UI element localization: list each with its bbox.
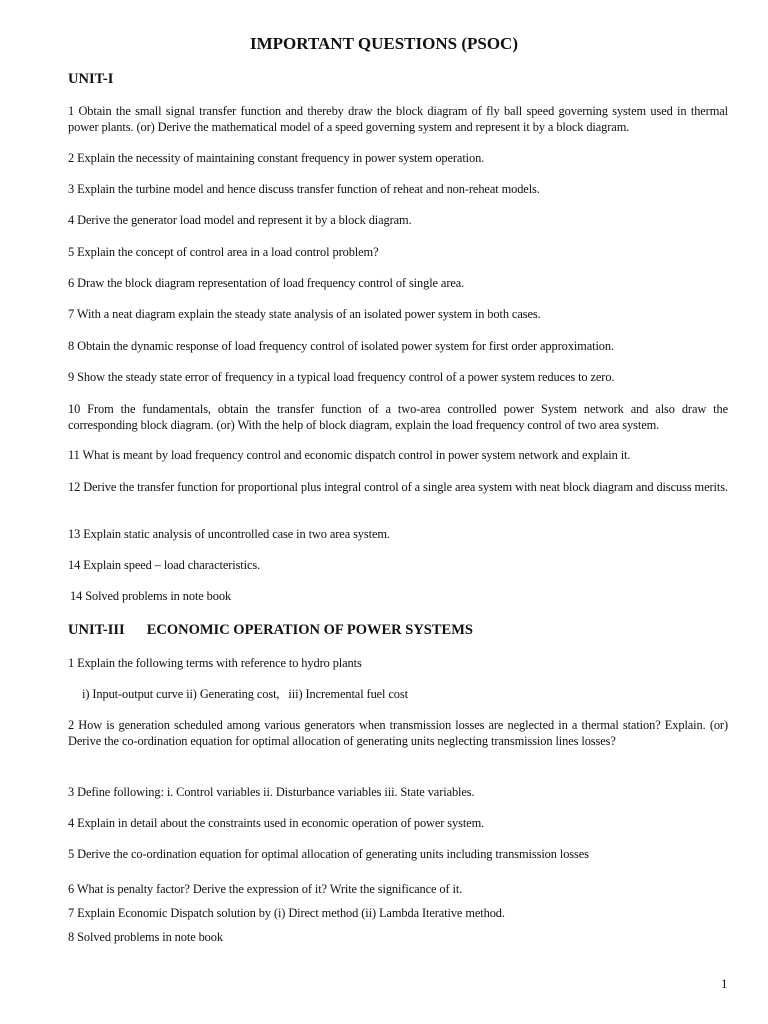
unit-1-question-9: 9 Show the steady state error of frequency in a typical load frequency control of a power system reduces to zero. xyxy=(68,370,615,384)
unit-3-question-7: 7 Explain Economic Dispatch solution by (i) Direct method (ii) Lambda Iterative method. xyxy=(68,906,505,920)
unit-3-heading-title: ECONOMIC OPERATION OF POWER SYSTEMS xyxy=(146,622,473,638)
unit-3-heading xyxy=(68,622,473,639)
unit-1-question-15: 14 Solved problems in note book xyxy=(70,589,232,603)
unit-1-heading: UNIT-I xyxy=(68,71,114,87)
unit-3-question-1-subitems: i) Input-output curve ii) Generating cost, iii) Incremental fuel cost xyxy=(82,687,408,701)
page-title: IMPORTANT QUESTIONS (PSOC) xyxy=(250,34,518,53)
unit-3-question-6: 6 What is penalty factor? Derive the expression of it? Write the significance of it. xyxy=(68,882,463,896)
unit-3-question-8: 8 Solved problems in note book xyxy=(68,930,223,944)
unit-1-question-12: 12 Derive the transfer function for proportional plus integral control of a single area system with neat block diagram and discuss merits. xyxy=(68,480,728,494)
unit-1-question-7: 7 With a neat diagram explain the steady state analysis of an isolated power system in both cases. xyxy=(68,307,541,321)
unit-1-question-4: 4 Derive the generator load model and represent it by a block diagram. xyxy=(68,213,412,227)
unit-1-question-10: 10 From the fundamentals, obtain the transfer function of a two-area controlled power System network and also draw the corresponding block diagram. (or) With the help of block diagram, explain the load frequency control of two area system. xyxy=(68,402,728,432)
unit-3-question-3: 3 Define following: i. Control variables ii. Disturbance variables iii. State variables. xyxy=(68,785,475,799)
unit-1-question-3: 3 Explain the turbine model and hence discuss transfer function of reheat and non-reheat models. xyxy=(68,182,540,196)
page-number: 1 xyxy=(721,976,728,991)
unit-3-question-1: 1 Explain the following terms with reference to hydro plants xyxy=(68,656,362,670)
unit-1-question-13: 13 Explain static analysis of uncontrolled case in two area system. xyxy=(68,527,390,541)
unit-3-question-4: 4 Explain in detail about the constraints used in economic operation of power system. xyxy=(68,816,485,830)
unit-3-heading-code: UNIT-III xyxy=(68,622,125,638)
unit-3-question-2: 2 How is generation scheduled among various generators when transmission losses are neglected in a thermal station? Explain. (or) Derive the co-ordination equation for optimal allocation of generating units neglecting transmission lines losses? xyxy=(68,718,728,748)
unit-1-question-8: 8 Obtain the dynamic response of load frequency control of isolated power system for first order approximation. xyxy=(68,339,614,353)
unit-1-question-6: 6 Draw the block diagram representation of load frequency control of single area. xyxy=(68,276,465,290)
unit-3-question-5: 5 Derive the co-ordination equation for optimal allocation of generating units including transmission losses xyxy=(68,847,589,861)
unit-1-question-11: 11 What is meant by load frequency control and economic dispatch control in power system network and explain it. xyxy=(68,448,631,462)
unit-1-question-1: 1 Obtain the small signal transfer function and thereby draw the block diagram of fly ball speed governing system used in thermal power plants. (or) Derive the mathematical model of a speed governing system and represent it by a block diagram. xyxy=(68,104,728,134)
unit-1-question-5: 5 Explain the concept of control area in a load control problem? xyxy=(68,245,379,259)
unit-1-question-14: 14 Explain speed – load characteristics. xyxy=(68,558,261,572)
unit-1-question-2: 2 Explain the necessity of maintaining constant frequency in power system operation. xyxy=(68,151,485,165)
